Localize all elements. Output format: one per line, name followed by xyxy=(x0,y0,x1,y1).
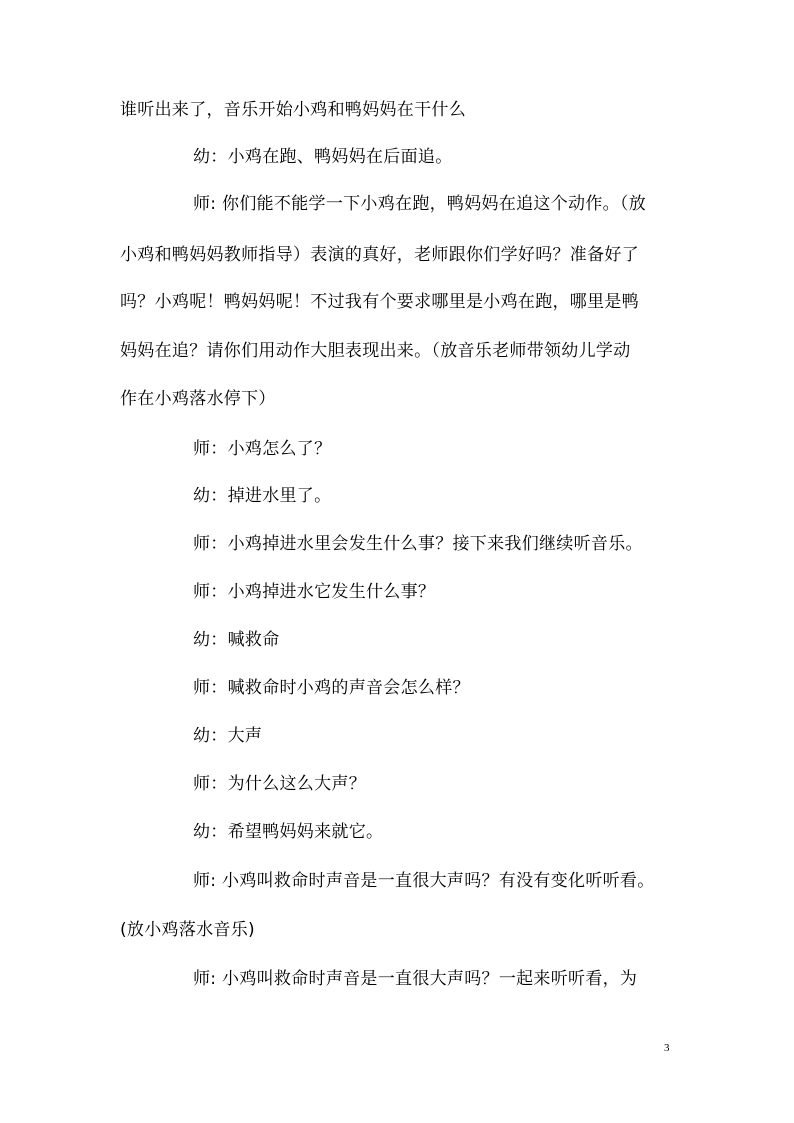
text-line-10: 师：小鸡掉进水里会发生什么事？接下来我们继续听音乐。 xyxy=(193,534,643,554)
page-number: 3 xyxy=(664,1042,670,1054)
text-line-4: 小鸡和鸭妈妈教师指导）表演的真好，老师跟你们学好吗？准备好了 xyxy=(120,245,639,265)
text-line-3: 师: 你们能不能学一下小鸡在跑，鸭妈妈在追这个动作。（放 xyxy=(193,194,647,214)
text-line-6: 妈妈在追？请你们用动作大胆表现出来。（放音乐老师带领幼儿学动 xyxy=(120,341,631,361)
text-line-9: 幼：掉进水里了。 xyxy=(193,486,332,506)
text-line-13: 师：喊救命时小鸡的声音会怎么样？ xyxy=(193,678,470,698)
text-line-16: 幼：希望鸭妈妈来就它。 xyxy=(193,822,384,842)
text-line-7: 作在小鸡落水停下） xyxy=(120,389,276,409)
text-line-5: 吗？小鸡呢！鸭妈妈呢！不过我有个要求哪里是小鸡在跑，哪里是鸭 xyxy=(120,292,639,312)
text-line-17: 师: 小鸡叫救命时声音是一直很大声吗？有没有变化听听看。 xyxy=(193,871,655,891)
text-line-14: 幼：大声 xyxy=(193,726,263,746)
text-line-8: 师：小鸡怎么了？ xyxy=(193,439,332,459)
text-line-19: 师: 小鸡叫救命时声音是一直很大声吗？一起来听听看，为 xyxy=(193,969,638,989)
text-line-1: 谁听出来了，音乐开始小鸡和鸭妈妈在干什么 xyxy=(120,100,466,120)
text-line-12: 幼：喊救命 xyxy=(193,630,280,650)
text-line-15: 师：为什么这么大声？ xyxy=(193,774,366,794)
text-line-11: 师：小鸡掉进水它发生什么事？ xyxy=(193,582,436,602)
text-line-18: (放小鸡落水音乐) xyxy=(120,920,255,940)
text-line-2: 幼：小鸡在跑、鸭妈妈在后面追。 xyxy=(193,147,453,167)
